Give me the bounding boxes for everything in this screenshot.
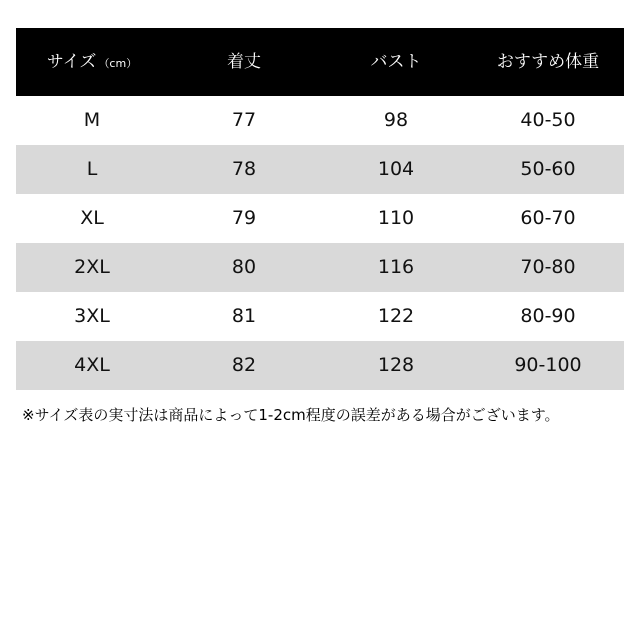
header-weight: おすすめ体重 <box>496 51 600 72</box>
header-bust: バスト <box>370 51 422 72</box>
size-cell: L <box>86 158 98 180</box>
weight-cell: 80-90 <box>520 305 576 327</box>
size-disclaimer-note: ※サイズ表の実寸法は商品によって1-2cm程度の誤差がある場合がございます。 <box>22 406 560 424</box>
bust-cell: 110 <box>377 207 415 229</box>
weight-cell: 40-50 <box>520 109 576 131</box>
length-cell: 78 <box>231 158 257 180</box>
bust-cell: 128 <box>377 354 415 376</box>
bust-cell: 104 <box>377 158 415 180</box>
header-size-label: サイズ <box>46 51 97 72</box>
bust-cell: 116 <box>377 256 415 278</box>
length-cell: 79 <box>231 207 257 229</box>
weight-cell: 90-100 <box>514 354 582 376</box>
size-cell: M <box>83 109 101 131</box>
size-cell: 4XL <box>74 354 110 376</box>
bust-cell: 122 <box>377 305 415 327</box>
table-row <box>16 194 624 243</box>
header-size <box>16 51 168 72</box>
weight-cell: 60-70 <box>520 207 576 229</box>
length-cell: 81 <box>231 305 257 327</box>
size-cell: 3XL <box>74 305 110 327</box>
weight-cell: 70-80 <box>520 256 576 278</box>
size-cell: 2XL <box>74 256 110 278</box>
size-table <box>16 28 624 390</box>
bust-cell: 98 <box>383 109 409 131</box>
table-row <box>16 292 624 341</box>
header-length: 着丈 <box>227 51 261 72</box>
weight-cell: 50-60 <box>520 158 576 180</box>
size-cell: XL <box>80 207 104 229</box>
length-cell: 82 <box>231 354 257 376</box>
header-size-unit: （cm） <box>98 56 138 70</box>
table-row <box>16 341 624 390</box>
length-cell: 77 <box>231 109 257 131</box>
length-cell: 80 <box>231 256 257 278</box>
table-row <box>16 145 624 194</box>
table-row <box>16 96 624 145</box>
table-row <box>16 243 624 292</box>
table-header <box>16 28 624 96</box>
